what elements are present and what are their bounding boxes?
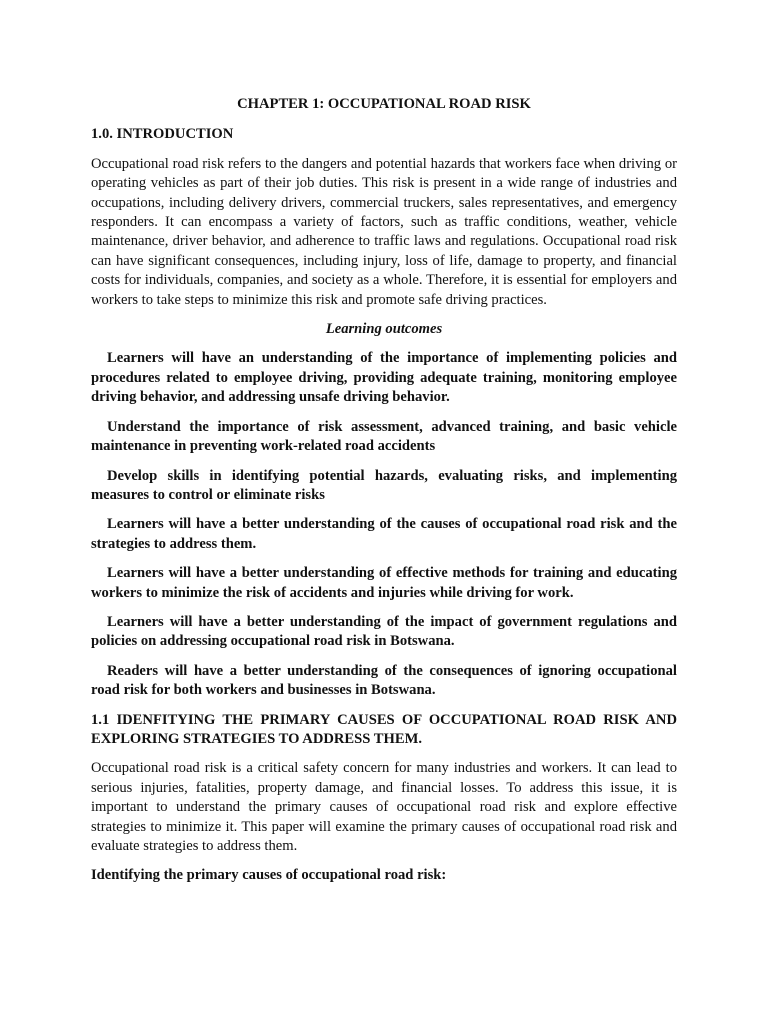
section-1-1-heading: 1.1 IDENFITYING THE PRIMARY CAUSES OF OCCUPATIONAL ROAD RISK AND EXPLORING STRATEGIES TO ADDRESS THEM. — [91, 711, 677, 747]
learning-outcome-item: Learners will have a better understanding of the impact of government regulations and policies on addressing occupational road risk in Botswana. — [91, 613, 677, 650]
learning-outcome-item: Understand the importance of risk assessment, advanced training, and basic vehicle maintenance in preventing work-related road accidents — [91, 418, 677, 455]
intro-heading: 1.0. INTRODUCTION — [91, 126, 234, 143]
chapter-title: CHAPTER 1: OCCUPATIONAL ROAD RISK — [237, 96, 531, 112]
identifying-causes-heading: Identifying the primary causes of occupational road risk: — [91, 867, 447, 884]
learning-outcome-item: Learners will have a better understanding of the causes of occupational road risk and the strategies to address them. — [91, 516, 677, 552]
learning-outcome-item: Readers will have a better understanding of the consequences of ignoring occupational road risk for both workers and businesses in Botswana. — [91, 662, 677, 699]
learning-outcome-item: Learners will have a better understanding of effective methods for training and educating workers to minimize the risk of accidents and injuries while driving for work. — [91, 565, 677, 601]
learning-outcome-item: Learners will have an understanding of the importance of implementing policies and procedures related to employee driving, providing adequate training, monitoring employee driving behavior, and addressing unsafe driving behavior. — [91, 350, 677, 406]
section-1-1-paragraph: Occupational road risk is a critical safety concern for many industries and workers. It can lead to serious injuries, fatalities, property damage, and financial losses. To address this issue, it is important to understand the primary causes of occupational road risk and explore effective strategies to minimize it. This paper will examine the primary causes of occupational road risk and evaluate strategies to address them. — [91, 760, 677, 854]
learning-outcome-item: Develop skills in identifying potential hazards, evaluating risks, and implementing measures to control or eliminate risks — [91, 467, 677, 503]
learning-outcomes-heading: Learning outcomes — [325, 321, 443, 338]
intro-paragraph: Occupational road risk refers to the dangers and potential hazards that workers face when driving or operating vehicles as part of their job duties. This risk is present in a wide range of industries and occupations, including delivery drivers, commercial truckers, sales representatives, and emergency responders. It can encompass a variety of factors, such as traffic conditions, weather, vehicle maintenance, driver behavior, and adherence to traffic laws and regulations. Occupational road risk can have significant consequences, including injury, loss of life, damage to property, and financial costs for individuals, companies, and society as a whole. Therefore, it is essential for employers and workers to take steps to minimize this risk and promote safe driving practices. — [91, 155, 677, 308]
